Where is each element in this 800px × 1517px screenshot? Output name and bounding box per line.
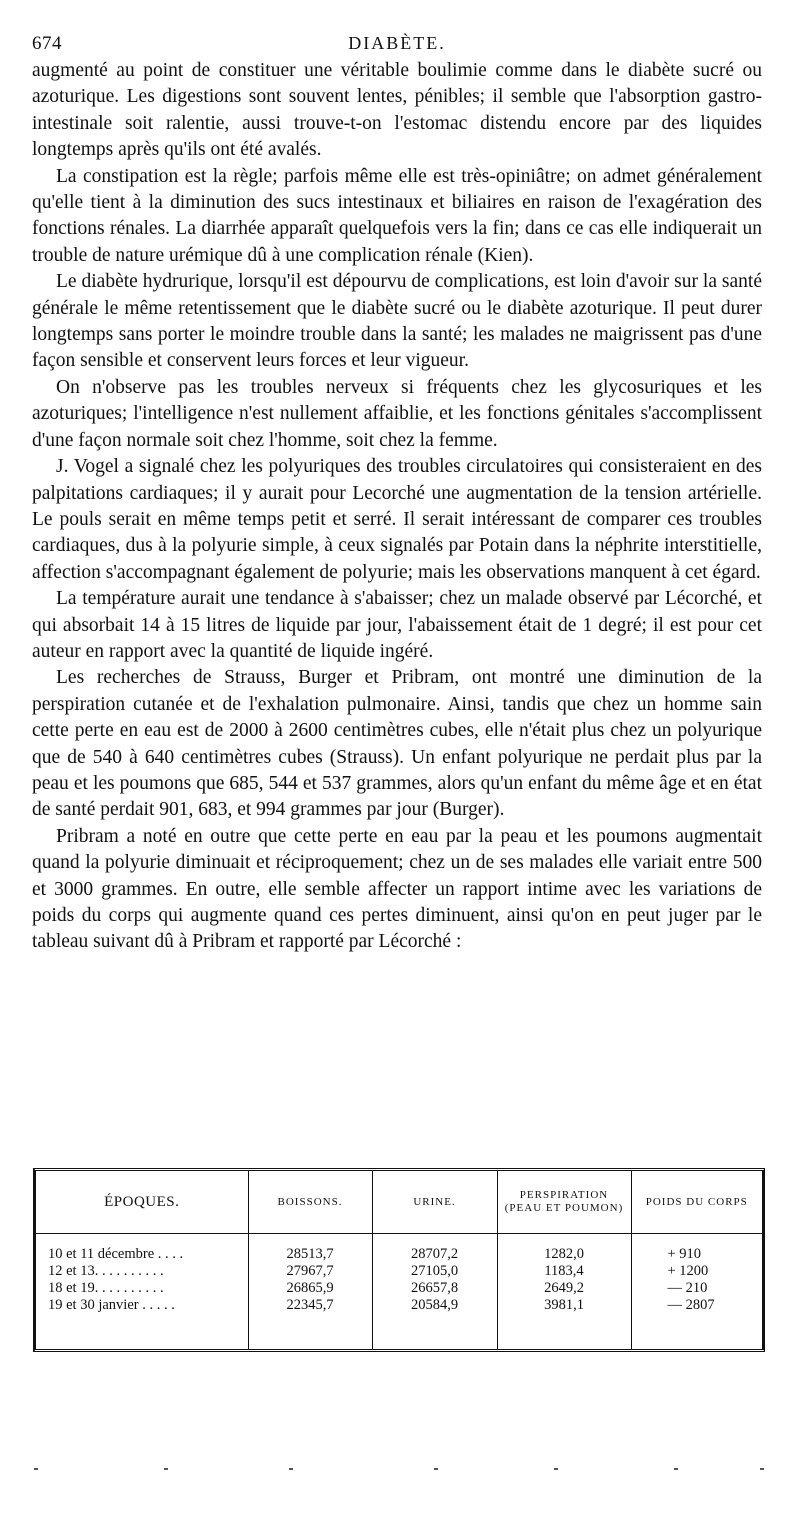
pribram-table	[36, 1171, 762, 1349]
print-mark	[34, 1468, 38, 1470]
cell-boissons: 26865,9	[248, 1280, 372, 1297]
cell-epoque: 18 et 19. . . . . . . . . .	[36, 1280, 248, 1297]
column-header-epoques: ÉPOQUES.	[36, 1171, 248, 1234]
cell-perspiration: 1183,4	[497, 1263, 631, 1280]
cell-perspiration: 2649,2	[497, 1280, 631, 1297]
print-mark	[674, 1468, 678, 1470]
cell-poids: — 2807	[667, 1297, 715, 1313]
cell-boissons: 22345,7	[248, 1297, 372, 1314]
column-header-perspiration-line2: (PEAU ET POUMON)	[504, 1202, 624, 1214]
cell-poids: — 210	[667, 1280, 708, 1296]
cell-urine: 20584,9	[372, 1297, 497, 1314]
paragraph: On n'observe pas les troubles nerveux si fréquents chez les glycosuriques et les azoturiques; l'intelligence n'est nullement affaiblie, et les fonctions génitales s'accomplissent d'une façon normale soit chez l'homme, soit chez la femme.	[32, 376, 762, 451]
cell-epoque: 19 et 30 janvier . . . . .	[36, 1297, 248, 1314]
table-filler-row	[36, 1314, 762, 1349]
cell-epoque: 12 et 13. . . . . . . . . .	[36, 1263, 248, 1280]
cell-boissons: 28513,7	[248, 1234, 372, 1264]
paragraph: Les recherches de Strauss, Burger et Pribram, ont montré une diminution de la perspiration cutanée et de l'exhalation pulmonaire. Ainsi, tandis que chez un homme sain cette perte en eau est de 2000 à 2600 centimètres cubes, elle n'était plus chez un polyurique que de 540 à 640 centimètres cubes (Strauss). Un enfant polyurique ne perdait plus par la peau et les poumons que 685, 544 et 537 grammes, alors qu'un enfant du même âge et en état de santé perdait 901, 683, et 994 grammes par jour (Burger).	[32, 667, 762, 821]
cell-boissons: 27967,7	[248, 1263, 372, 1280]
column-header-poids: POIDS DU CORPS	[631, 1171, 762, 1234]
table-row	[36, 1234, 762, 1264]
cell-perspiration: 1282,0	[497, 1234, 631, 1264]
print-mark	[164, 1468, 168, 1470]
column-header-perspiration-line1: PERSPIRATION	[519, 1189, 609, 1201]
table-row	[36, 1280, 762, 1297]
table-row	[36, 1297, 762, 1314]
paragraph: La température aurait une tendance à s'abaisser; chez un malade observé par Lécorché, et qui absorbait 14 à 15 litres de liquide par jour, l'abaissement était de 1 degré; il est pour cet auteur en rapport avec la quantité de liquide ingéré.	[32, 588, 762, 662]
cell-poids: + 910	[667, 1246, 702, 1262]
paragraph: Pribram a noté en outre que cette perte en eau par la peau et les poumons augmentait quand la polyurie diminuait et réciproquement; chez un de ses malades elle variait entre 500 et 3000 grammes. En outre, elle semble affecter un rapport intime avec les variations de poids du corps qui augmente quand ces pertes diminuent, ainsi qu'on en peut juger par le tableau suivant dû à Pribram et rapporté par Lécorché :	[32, 825, 762, 953]
paragraph: augmenté au point de constituer une véritable boulimie comme dans le diabète sucré ou azoturique. Les digestions sont souvent lentes, pénibles; il semble que l'absorption gastro-intestinale soit ralentie, aussi trouve-t-on l'estomac distendu encore par des liquides longtemps après qu'ils ont été avalés.	[32, 60, 762, 161]
body-text	[32, 58, 762, 956]
column-header-perspiration	[497, 1171, 631, 1234]
column-header-urine: URINE.	[372, 1171, 497, 1234]
table-row	[36, 1263, 762, 1280]
running-head: DIABÈTE.	[348, 33, 446, 53]
paragraph: La constipation est la règle; parfois même elle est très-opiniâtre; on admet généralement qu'elle tient à la diminution des sucs intestinaux et biliaires en raison de l'exagération des fonctions rénales. La diarrhée apparaît quelquefois vers la fin; dans ce cas elle indiquerait un trouble de nature urémique dû à une complication rénale (Kien).	[32, 165, 762, 266]
print-mark	[760, 1468, 764, 1470]
cell-urine: 28707,2	[372, 1234, 497, 1264]
print-mark	[289, 1468, 293, 1470]
footer-print-marks	[34, 1468, 764, 1478]
cell-epoque: 10 et 11 décembre . . . .	[36, 1234, 248, 1264]
cell-urine: 26657,8	[372, 1280, 497, 1297]
cell-poids: + 1200	[667, 1263, 709, 1279]
paragraph: J. Vogel a signalé chez les polyuriques des troubles circulatoires qui consisteraient en des palpitations cardiaques; il y aurait pour Lecorché une augmentation de la tension artérielle. Le pouls serait en même temps petit et serré. Il serait intéressant de comparer ces troubles cardiaques, dus à la polyurie simple, à ceux signalés par Potain dans la néphrite interstitielle, affection s'accompagnant également de polyurie; mais les observations manquent à cet égard.	[32, 456, 762, 583]
page-header	[32, 33, 762, 59]
page-number: 674	[32, 33, 62, 54]
cell-perspiration: 3981,1	[497, 1297, 631, 1314]
column-header-boissons: BOISSONS.	[248, 1171, 372, 1234]
table-header-row	[36, 1171, 762, 1234]
print-mark	[434, 1468, 438, 1470]
paragraph: Le diabète hydrurique, lorsqu'il est dépourvu de complications, est loin d'avoir sur la santé générale le même retentissement que le diabète sucré ou le diabète azoturique. Il peut durer longtemps sans porter le moindre trouble dans la santé; les malades ne maigrissent pas d'une façon sensible et conservent leurs forces et leur vigueur.	[32, 271, 762, 372]
cell-urine: 27105,0	[372, 1263, 497, 1280]
data-table	[33, 1168, 765, 1352]
print-mark	[554, 1468, 558, 1470]
